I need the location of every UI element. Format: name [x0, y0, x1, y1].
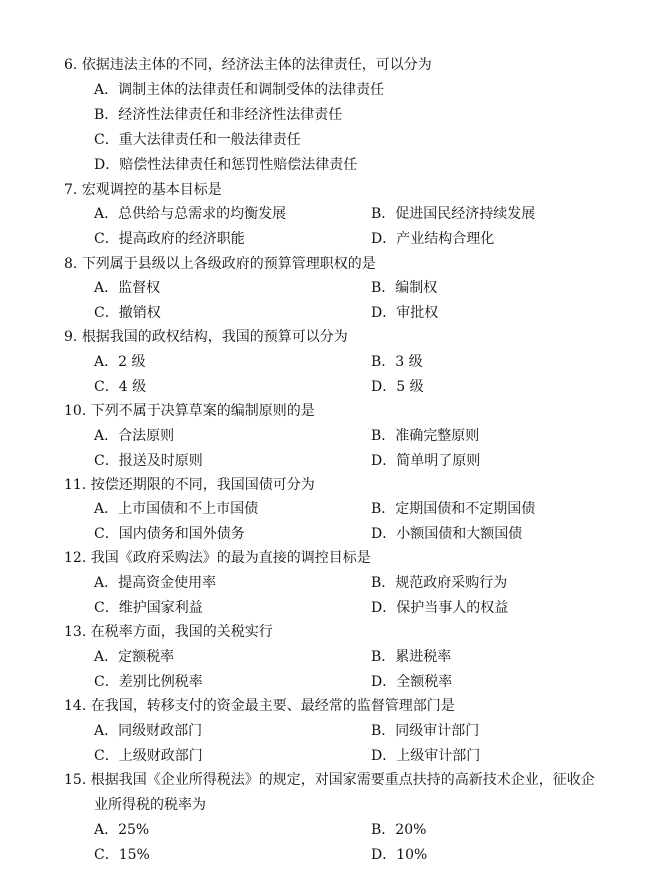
question-10	[64, 400, 315, 420]
option-15c: C．15%	[94, 847, 150, 863]
question-text: 下列不属于决算草案的编制原则的是	[90, 403, 315, 419]
option-8c: C．撤销权	[94, 305, 161, 321]
question-8	[64, 253, 376, 273]
question-6	[64, 54, 432, 74]
option-9b: B．3 级	[371, 354, 423, 370]
option-15a: A．25%	[94, 822, 150, 838]
option-11d: D．小额国债和大额国债	[371, 526, 523, 542]
question-number: 14.	[64, 698, 87, 714]
option-13d: D．全额税率	[371, 674, 453, 690]
question-number: 7.	[64, 182, 78, 198]
question-text: 下列属于县级以上各级政府的预算管理职权的是	[81, 256, 376, 272]
question-number: 15.	[64, 772, 87, 788]
question-text: 我国《政府采购法》的最为直接的调控目标是	[90, 550, 371, 566]
option-6d: D．赔偿性法律责任和惩罚性赔偿法律责任	[94, 157, 358, 173]
question-text: 根据我国《企业所得税法》的规定，对国家需要重点扶持的高新技术企业，征收企	[90, 772, 595, 788]
question-text: 按偿还期限的不同，我国国债可分为	[90, 477, 315, 493]
question-text: 根据我国的政权结构，我国的预算可以分为	[81, 329, 348, 345]
question-number: 6.	[64, 57, 78, 73]
option-8a: A．监督权	[94, 280, 161, 296]
option-7b: B．促进国民经济持续发展	[371, 206, 536, 222]
option-10b: B．准确完整原则	[371, 428, 480, 444]
option-7a: A．总供给与总需求的均衡发展	[94, 206, 287, 222]
question-15	[64, 769, 595, 789]
option-8b: B．编制权	[371, 280, 438, 296]
question-text: 在税率方面，我国的关税实行	[90, 624, 273, 640]
option-6c: C．重大法律责任和一般法律责任	[94, 132, 301, 148]
question-15-continuation: 业所得税的税率为	[94, 797, 206, 813]
question-number: 8.	[64, 256, 78, 272]
question-number: 11.	[64, 477, 87, 493]
option-10a: A．合法原则	[94, 428, 175, 444]
option-11b: B．定期国债和不定期国债	[371, 501, 536, 517]
option-14b: B．同级审计部门	[371, 723, 480, 739]
option-6a: A．调制主体的法律责任和调制受体的法律责任	[94, 82, 385, 98]
question-text: 依据违法主体的不同，经济法主体的法律责任，可以分为	[81, 57, 432, 73]
option-12b: B．规范政府采购行为	[371, 575, 508, 591]
question-13	[64, 621, 273, 641]
option-13b: B．累进税率	[371, 649, 452, 665]
question-9	[64, 326, 348, 346]
question-11	[64, 474, 315, 494]
option-14d: D．上级审计部门	[371, 748, 481, 764]
option-12d: D．保护当事人的权益	[371, 600, 509, 616]
question-text: 在我国，转移支付的资金最主要、最经常的监督管理部门是	[90, 698, 455, 714]
option-14a: A．同级财政部门	[94, 723, 203, 739]
option-15b: B．20%	[371, 822, 427, 838]
question-number: 13.	[64, 624, 87, 640]
option-7c: C．提高政府的经济职能	[94, 231, 245, 247]
option-9c: C．4 级	[94, 379, 147, 395]
option-13a: A．定额税率	[94, 649, 175, 665]
option-7d: D．产业结构合理化	[371, 231, 495, 247]
option-15d: D．10%	[371, 847, 428, 863]
question-number: 10.	[64, 403, 87, 419]
option-8d: D．审批权	[371, 305, 439, 321]
option-9d: D．5 级	[371, 379, 424, 395]
option-9a: A．2 级	[94, 354, 146, 370]
option-14c: C．上级财政部门	[94, 748, 203, 764]
question-14	[64, 695, 455, 715]
question-7	[64, 179, 222, 199]
option-13c: C．差别比例税率	[94, 674, 203, 690]
question-text: 宏观调控的基本目标是	[81, 182, 222, 198]
question-number: 9.	[64, 329, 78, 345]
question-12	[64, 547, 371, 567]
option-12a: A．提高资金使用率	[94, 575, 217, 591]
option-11c: C．国内债务和国外债务	[94, 526, 245, 542]
option-11a: A．上市国债和不上市国债	[94, 501, 259, 517]
option-12c: C．维护国家利益	[94, 600, 203, 616]
option-10c: C．报送及时原则	[94, 453, 203, 469]
question-number: 12.	[64, 550, 87, 566]
option-10d: D．简单明了原则	[371, 453, 481, 469]
option-6b: B．经济性法律责任和非经济性法律责任	[94, 107, 343, 123]
